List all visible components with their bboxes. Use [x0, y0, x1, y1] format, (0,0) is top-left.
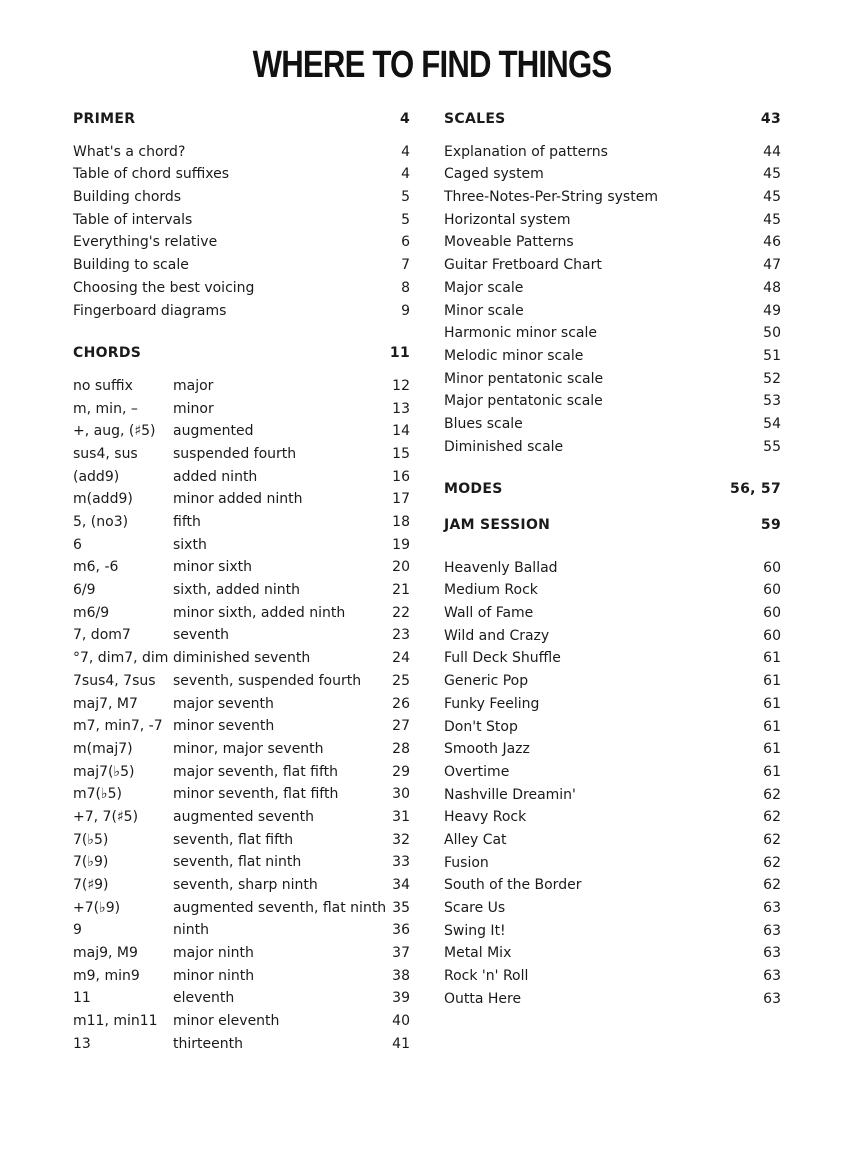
chord-suffix: (add9) [73, 468, 120, 485]
toc-entry[interactable] [444, 413, 781, 436]
chord-suffix: m6, -6 [73, 559, 119, 576]
chord-suffix: 6 [73, 536, 82, 553]
chord-entry[interactable] [73, 1010, 410, 1033]
page-number: 16 [392, 468, 410, 485]
entry-label: Diminished scale [444, 438, 564, 455]
chord-description: eleventh [173, 990, 235, 1007]
page-number: 18 [392, 514, 410, 530]
chord-description: minor seventh, flat fifth [173, 786, 339, 803]
chord-entry[interactable] [73, 1033, 410, 1056]
chord-entry[interactable] [73, 761, 410, 784]
toc-entry[interactable] [444, 254, 781, 277]
chord-entry[interactable] [73, 783, 410, 806]
page-number: 44 [763, 143, 781, 160]
page-number: 56, 57 [730, 481, 781, 498]
chord-suffix: 7sus4, 7sus [73, 672, 156, 689]
page-number: 4 [399, 111, 410, 127]
toc-entry[interactable] [73, 231, 410, 254]
jam-session-list [444, 557, 781, 1011]
chord-suffix: m(add9) [73, 491, 133, 508]
chord-description: major [173, 377, 214, 394]
page-number: 61 [763, 741, 781, 758]
page-number: 50 [763, 325, 781, 342]
entry-label: Choosing the best voicing [73, 279, 255, 296]
page-number: 43 [760, 111, 781, 127]
page-number: 39 [392, 990, 410, 1007]
chord-description: fifth [173, 514, 201, 530]
chord-suffix: 7(♭5) [73, 831, 109, 848]
chord-description: sixth [173, 536, 207, 553]
page-number: 61 [763, 673, 781, 690]
toc-entry[interactable] [444, 806, 781, 829]
chord-entry[interactable] [73, 420, 410, 443]
toc-left-column [73, 108, 410, 1056]
chord-description: sixth, added ninth [173, 582, 301, 599]
toc-entry[interactable] [444, 716, 781, 739]
entry-label: Three-Notes-Per-String system [444, 189, 658, 206]
toc-entry[interactable] [444, 738, 781, 761]
toc-entry[interactable] [444, 942, 781, 965]
chord-suffix: maj9, M9 [73, 945, 138, 962]
page-number: 6 [401, 234, 410, 251]
page-number: 5 [401, 189, 410, 206]
page-number: 33 [392, 854, 410, 871]
page-number: 7 [401, 257, 410, 274]
page-number: 60 [763, 582, 781, 599]
chord-suffix: m, min, – [73, 400, 138, 417]
entry-label: Major pentatonic scale [444, 393, 603, 410]
entry-label: Outta Here [444, 990, 522, 1007]
page-number: 27 [392, 718, 410, 735]
page-number: 63 [763, 968, 781, 985]
entry-label: Fingerboard diagrams [73, 302, 227, 319]
page-number: 40 [392, 1013, 410, 1030]
page-number: 20 [392, 559, 410, 576]
page-number: 5 [401, 211, 410, 228]
chord-suffix: m7, min7, -7 [73, 718, 163, 735]
chord-suffix: +7(♭9) [73, 899, 121, 916]
chord-description: augmented seventh, flat ninth [173, 899, 387, 916]
page-number: 52 [763, 370, 781, 387]
chord-description: minor, major seventh [173, 740, 324, 757]
chord-description: minor sixth [173, 559, 253, 576]
chord-description: major seventh, flat fifth [173, 763, 339, 780]
chord-entry[interactable] [73, 738, 410, 761]
toc-entry[interactable] [444, 300, 781, 323]
toc-right-column [444, 108, 781, 1010]
page-number: 60 [763, 627, 781, 644]
toc-entry[interactable] [444, 647, 781, 670]
entry-label: Minor scale [444, 302, 524, 319]
chord-entry[interactable] [73, 624, 410, 647]
toc-entry[interactable] [444, 209, 781, 232]
page-number: 49 [763, 302, 781, 319]
page-number: 12 [392, 377, 410, 394]
chord-description: major ninth [173, 945, 254, 962]
chord-description: minor eleventh [173, 1013, 280, 1030]
entry-label: Explanation of patterns [444, 143, 608, 160]
page-number: 47 [763, 257, 781, 274]
chord-entry[interactable] [73, 942, 410, 965]
chord-entry[interactable] [73, 647, 410, 670]
chord-entry[interactable] [73, 897, 410, 920]
entry-label: Heavy Rock [444, 809, 527, 826]
heading-label: JAM SESSION [444, 517, 551, 533]
entry-label: Wall of Fame [444, 605, 534, 622]
toc-entry[interactable] [444, 390, 781, 413]
toc-entry[interactable] [444, 965, 781, 988]
entry-label: Minor pentatonic scale [444, 370, 604, 387]
toc-entry[interactable] [444, 322, 781, 345]
page-number: 60 [763, 605, 781, 622]
page-number: 63 [763, 990, 781, 1007]
toc-heading-scales[interactable] [444, 108, 781, 131]
chord-suffix: 7(♯9) [73, 877, 109, 893]
chord-suffix: m9, min9 [73, 967, 140, 984]
page-number: 41 [392, 1035, 410, 1052]
toc-entry[interactable] [444, 920, 781, 943]
page-number: 15 [392, 445, 410, 462]
entry-label: South of the Border [444, 877, 582, 894]
page-number: 48 [763, 279, 781, 296]
chord-suffix: maj7, M7 [73, 695, 138, 712]
chord-suffix: m11, min11 [73, 1013, 158, 1030]
chord-entry[interactable] [73, 488, 410, 511]
entry-label: Swing It! [444, 922, 506, 939]
chord-description: seventh [173, 627, 230, 644]
chord-suffix: 13 [73, 1035, 91, 1052]
toc-entry[interactable] [444, 368, 781, 391]
chord-entry[interactable] [73, 579, 410, 602]
chord-entry[interactable] [73, 602, 410, 625]
chord-description: seventh, suspended fourth [173, 672, 362, 689]
page-number: 11 [389, 345, 410, 362]
page-number: 35 [392, 899, 410, 916]
chord-description: seventh, flat fifth [173, 831, 294, 848]
page-number: 32 [392, 831, 410, 848]
entry-label: Table of chord suffixes [73, 166, 230, 183]
entry-label: Harmonic minor scale [444, 325, 597, 342]
chord-suffix: 5, (no3) [73, 514, 129, 530]
page-number: 14 [392, 423, 410, 440]
page-number: 4 [401, 143, 410, 160]
page-number: 30 [392, 786, 410, 803]
chord-suffix: m7(♭5) [73, 786, 122, 803]
toc-entry[interactable] [444, 141, 781, 164]
page-number: 62 [763, 831, 781, 848]
page-number: 37 [392, 945, 410, 962]
heading-label: PRIMER [73, 111, 136, 127]
page-number: 45 [763, 166, 781, 183]
entry-label: Rock 'n' Roll [444, 968, 529, 985]
toc-entry[interactable] [444, 625, 781, 648]
chord-entry[interactable] [73, 919, 410, 942]
page-number: 60 [763, 559, 781, 576]
page-title: WHERE TO FIND THINGS [252, 44, 612, 86]
page-number: 34 [392, 877, 410, 893]
page-number: 8 [401, 279, 410, 296]
chord-suffix: +, aug, (♯5) [73, 423, 156, 440]
chord-entry[interactable] [73, 693, 410, 716]
page-number: 55 [763, 438, 781, 455]
chord-suffix: °7, dim7, dim [73, 650, 169, 667]
chord-suffix: maj7(♭5) [73, 763, 135, 780]
toc-entry[interactable] [73, 277, 410, 300]
heading-label: CHORDS [73, 345, 142, 362]
chord-entry[interactable] [73, 398, 410, 421]
entry-label: Wild and Crazy [444, 627, 550, 644]
page-number: 25 [392, 672, 410, 689]
chords-list [73, 375, 410, 1056]
entry-label: Horizontal system [444, 211, 571, 228]
toc-entry[interactable] [444, 345, 781, 368]
toc-entry[interactable] [444, 761, 781, 784]
entry-label: Everything's relative [73, 234, 218, 251]
page-number: 19 [392, 536, 410, 553]
toc-entry[interactable] [444, 436, 781, 459]
page-number: 36 [392, 922, 410, 939]
primer-list [73, 141, 410, 323]
chord-suffix: no suffix [73, 377, 133, 394]
toc-entry[interactable] [444, 852, 781, 875]
chord-entry[interactable] [73, 466, 410, 489]
page-number: 45 [763, 189, 781, 206]
page-number: 31 [392, 808, 410, 825]
chord-entry[interactable] [73, 511, 410, 534]
chord-description: minor [173, 400, 214, 417]
chord-description: seventh, sharp ninth [173, 877, 318, 893]
chord-description: thirteenth [173, 1035, 243, 1052]
chord-entry[interactable] [73, 670, 410, 693]
entry-label: Caged system [444, 166, 544, 183]
entry-label: Full Deck Shuffle [444, 650, 561, 667]
chord-suffix: 9 [73, 922, 82, 939]
chord-entry[interactable] [73, 987, 410, 1010]
heading-label: MODES [444, 481, 503, 498]
toc-entry[interactable] [444, 579, 781, 602]
chord-description: minor ninth [173, 967, 255, 984]
page-number: 4 [401, 166, 410, 183]
entry-label: Generic Pop [444, 673, 529, 690]
entry-label: Smooth Jazz [444, 741, 530, 758]
entry-label: Nashville Dreamin' [444, 786, 576, 803]
page-number: 24 [392, 650, 410, 667]
toc-entry[interactable] [444, 874, 781, 897]
page-number: 13 [392, 400, 410, 417]
page-number: 62 [763, 854, 781, 871]
toc-entry[interactable] [73, 163, 410, 186]
page-number: 63 [763, 922, 781, 939]
toc-entry[interactable] [444, 988, 781, 1011]
entry-label: Overtime [444, 763, 510, 780]
page-number: 61 [763, 763, 781, 780]
chord-description: ninth [173, 922, 209, 939]
heading-label: SCALES [444, 111, 506, 127]
entry-label: Table of intervals [73, 211, 193, 228]
toc-heading-modes[interactable] [444, 478, 781, 501]
entry-label: Alley Cat [444, 831, 507, 848]
toc-entry[interactable] [444, 277, 781, 300]
chord-entry[interactable] [73, 443, 410, 466]
toc-entry[interactable] [444, 784, 781, 807]
page-number: 62 [763, 786, 781, 803]
chord-entry[interactable] [73, 829, 410, 852]
entry-label: Scare Us [444, 900, 506, 916]
entry-label: Funky Feeling [444, 695, 540, 712]
page-number: 21 [392, 582, 410, 599]
toc-entry[interactable] [444, 163, 781, 186]
chord-description: diminished seventh [173, 650, 311, 667]
page-number: 45 [763, 211, 781, 228]
page-number: 62 [763, 809, 781, 826]
chord-suffix: 7, dom7 [73, 627, 131, 644]
chord-description: minor added ninth [173, 491, 303, 508]
page-number: 29 [392, 763, 410, 780]
chord-description: major seventh [173, 695, 274, 712]
toc-entry[interactable] [444, 231, 781, 254]
chord-description: augmented [173, 423, 254, 440]
entry-label: Guitar Fretboard Chart [444, 257, 602, 274]
entry-label: Moveable Patterns [444, 234, 574, 251]
chord-description: suspended fourth [173, 445, 297, 462]
toc-entry[interactable] [73, 209, 410, 232]
page-number: 59 [760, 517, 781, 533]
chord-description: minor seventh [173, 718, 275, 735]
entry-label: Metal Mix [444, 945, 512, 962]
chord-description: added ninth [173, 468, 258, 485]
toc-heading-primer[interactable] [73, 108, 410, 131]
entry-label: Medium Rock [444, 582, 538, 599]
scales-list [444, 141, 781, 459]
chord-entry[interactable] [73, 375, 410, 398]
chord-entry[interactable] [73, 851, 410, 874]
entry-label: Major scale [444, 279, 524, 296]
toc-heading-jam-session[interactable] [444, 514, 781, 537]
chord-entry[interactable] [73, 534, 410, 557]
chord-description: seventh, flat ninth [173, 854, 302, 871]
page-number: 17 [392, 491, 410, 508]
page-number: 63 [763, 945, 781, 962]
toc-entry[interactable] [73, 186, 410, 209]
page-number: 23 [392, 627, 410, 644]
toc-entry[interactable] [73, 141, 410, 164]
entry-label: Don't Stop [444, 718, 518, 735]
chord-entry[interactable] [73, 874, 410, 897]
page-number: 28 [392, 740, 410, 757]
chord-entry[interactable] [73, 556, 410, 579]
entry-label: Heavenly Ballad [444, 559, 558, 576]
entry-label: Building chords [73, 189, 182, 206]
page-number: 61 [763, 650, 781, 667]
page-number: 53 [763, 393, 781, 410]
page-number: 26 [392, 695, 410, 712]
chord-description: minor sixth, added ninth [173, 604, 346, 621]
chord-suffix: 11 [73, 990, 91, 1007]
toc-entry[interactable] [73, 254, 410, 277]
entry-label: Melodic minor scale [444, 347, 584, 364]
chord-suffix: m6/9 [73, 604, 110, 621]
toc-entry[interactable] [444, 602, 781, 625]
toc-entry[interactable] [444, 693, 781, 716]
entry-label: Fusion [444, 854, 489, 871]
chord-suffix: 6/9 [73, 582, 96, 599]
page-number: 9 [401, 302, 410, 319]
entry-label: Building to scale [73, 257, 189, 274]
page-number: 51 [763, 347, 781, 364]
chord-entry[interactable] [73, 715, 410, 738]
page-number: 54 [763, 415, 781, 432]
toc-heading-chords[interactable] [73, 342, 410, 365]
page-number: 38 [392, 967, 410, 984]
page-number: 22 [392, 604, 410, 621]
toc-entry[interactable] [444, 557, 781, 580]
chord-suffix: m(maj7) [73, 740, 133, 757]
page-number: 63 [763, 900, 781, 916]
entry-label: Blues scale [444, 415, 523, 432]
entry-label: What's a chord? [73, 143, 186, 160]
page-number: 61 [763, 718, 781, 735]
toc-entry[interactable] [444, 186, 781, 209]
chord-suffix: +7, 7(♯5) [73, 808, 139, 825]
page-number: 46 [763, 234, 781, 251]
page-number: 62 [763, 877, 781, 894]
toc-entry[interactable] [73, 300, 410, 323]
toc-entry[interactable] [444, 897, 781, 920]
toc-entry[interactable] [444, 670, 781, 693]
chord-description: augmented seventh [173, 808, 314, 825]
chord-suffix: sus4, sus [73, 445, 138, 462]
page-number: 61 [763, 695, 781, 712]
chord-entry[interactable] [73, 806, 410, 829]
toc-entry[interactable] [444, 829, 781, 852]
chord-entry[interactable] [73, 965, 410, 988]
chord-suffix: 7(♭9) [73, 854, 109, 871]
